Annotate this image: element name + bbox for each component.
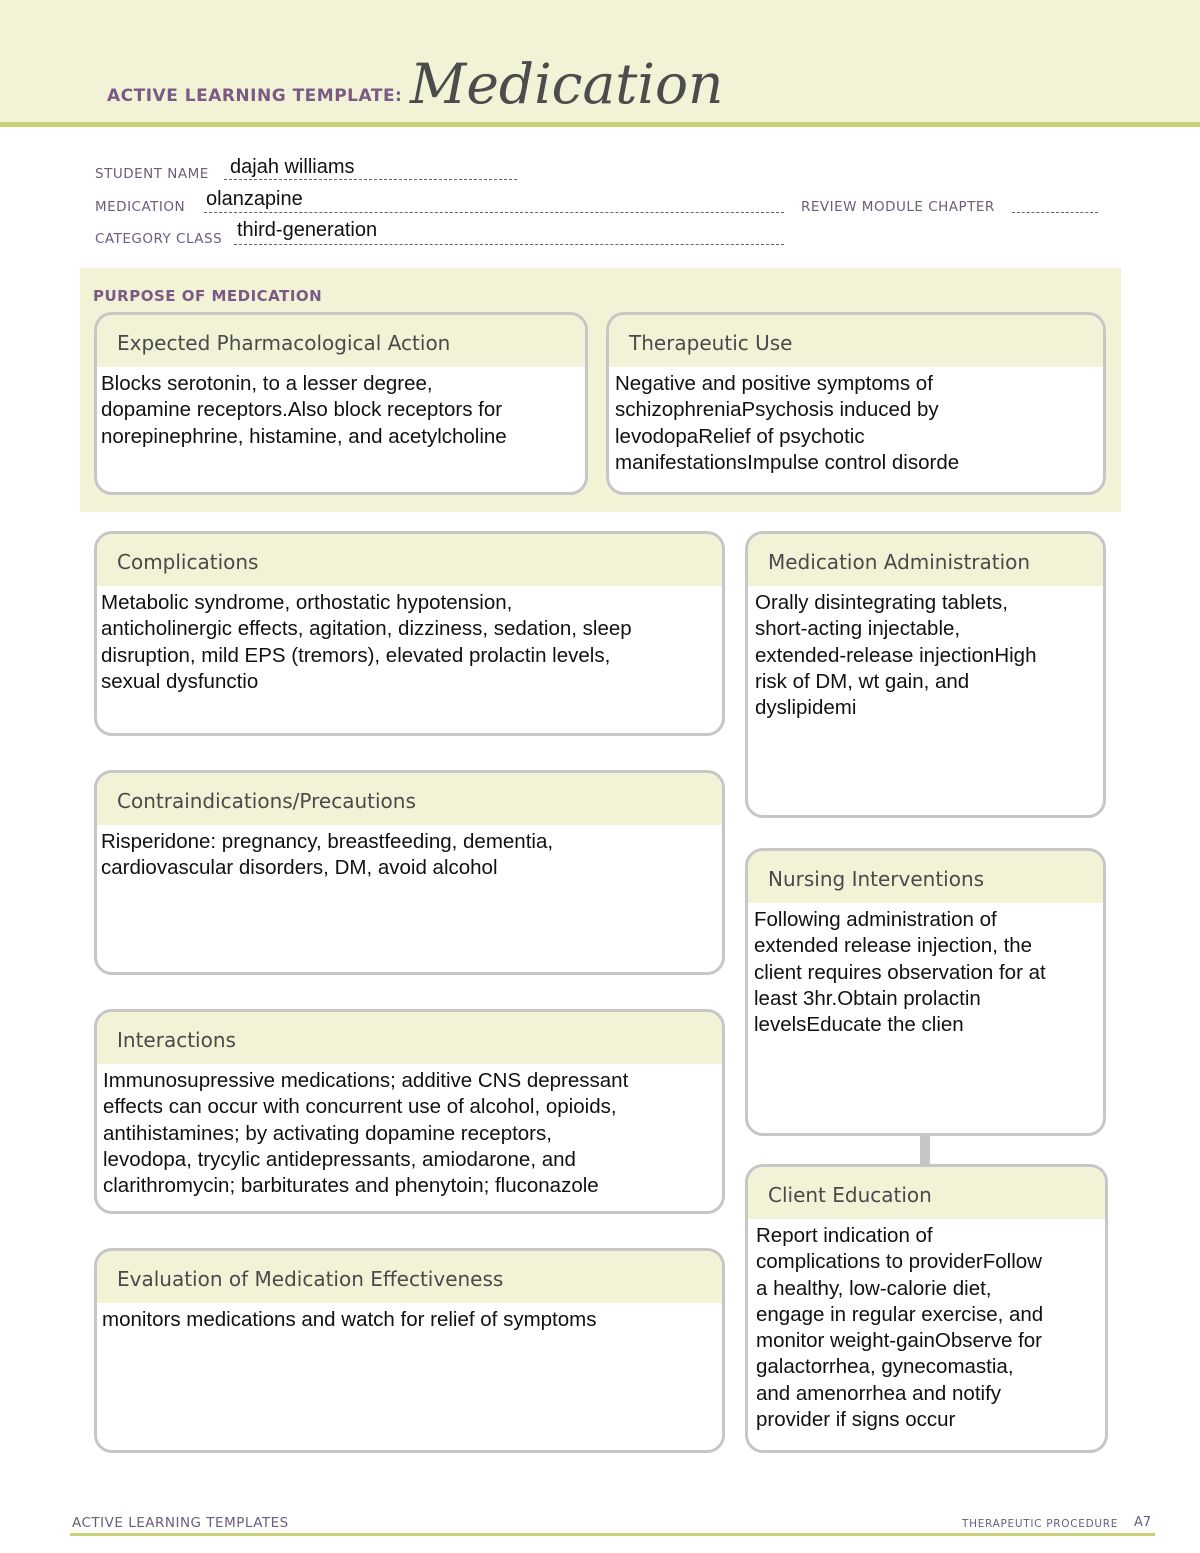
expected-action-text[interactable]: Blocks serotonin, to a lesser degree, dopamine receptors.Also block receptors for norepinephrine, histamine, and acetylcholine [101, 372, 507, 448]
complications-title: Complications [97, 534, 722, 586]
evaluation-title: Evaluation of Medication Effectiveness [97, 1251, 722, 1303]
footer-rule [70, 1533, 1155, 1536]
therapeutic-use-text[interactable]: Negative and positive symptoms of schizophreniaPsychosis induced by levodopaRelief of psychotic manifestationsImpulse control disorde [615, 372, 960, 474]
medication-label: MEDICATION [95, 199, 186, 215]
contraindications-title: Contraindications/Precautions [97, 773, 722, 825]
contraindications-text[interactable]: Risperidone: pregnancy, breastfeeding, dementia, cardiovascular disorders, DM, avoid alcohol [101, 830, 554, 880]
review-module-label: REVIEW MODULE CHAPTER [801, 199, 995, 215]
template-label: ACTIVE LEARNING TEMPLATE: [107, 86, 403, 106]
review-module-field[interactable] [1012, 211, 1098, 213]
medication-line [204, 211, 784, 213]
contraindications-box [94, 770, 725, 975]
category-class-field[interactable]: third-generation [237, 219, 378, 241]
footer-left: ACTIVE LEARNING TEMPLATES [72, 1515, 289, 1531]
student-name-label: STUDENT NAME [95, 166, 209, 182]
nursing-interventions-title: Nursing Interventions [748, 851, 1103, 903]
evaluation-text[interactable]: monitors medications and watch for relief of symptoms [102, 1308, 597, 1331]
footer-page-number: A7 [1134, 1515, 1152, 1530]
complications-text[interactable]: Metabolic syndrome, orthostatic hypotension, anticholinergic effects, agitation, dizziness, sedation, sleep disruption, mild EPS (tremors), elevated prolactin levels, sexual dysfunctio [101, 591, 632, 693]
footer-right: THERAPEUTIC PROCEDURE [962, 1518, 1119, 1530]
category-class-label: CATEGORY CLASS [95, 231, 223, 247]
interactions-text[interactable]: Immunosupressive medications; additive CNS depressant effects can occur with concurrent use of alcohol, opioids, antihistamines; by activating dopamine receptors, levodopa, trycylic antidepressants, amiodarone, and clarithromycin; barbiturates and phenytoin; fluconazole [103, 1069, 629, 1198]
header-rule [0, 122, 1200, 127]
therapeutic-use-title: Therapeutic Use [609, 315, 1103, 367]
interactions-box [94, 1009, 725, 1214]
medication-field[interactable]: olanzapine [206, 188, 303, 210]
client-education-title: Client Education [748, 1167, 1105, 1219]
box-connector [920, 1135, 930, 1165]
medication-administration-title: Medication Administration [748, 534, 1103, 586]
nursing-interventions-box [745, 848, 1106, 1136]
interactions-title: Interactions [97, 1012, 722, 1064]
purpose-label: PURPOSE OF MEDICATION [93, 287, 323, 305]
page-title: Medication [410, 52, 724, 116]
nursing-interventions-text[interactable]: Following administration of extended release injection, the client requires observation for at least 3hr.Obtain prolactin levelsEducate the clien [754, 908, 1046, 1037]
client-education-text[interactable]: Report indication of complications to providerFollow a healthy, low-calorie diet, engage in regular exercise, and monitor weight-gainObserve for galactorrhea, gynecomastia, and amenorrhea and notify provider if signs occur [756, 1224, 1044, 1432]
expected-action-box [94, 312, 588, 495]
medication-administration-text[interactable]: Orally disintegrating tablets, short-acting injectable, extended-release injectionHigh risk of DM, wt gain, and dyslipidemi [755, 591, 1037, 720]
medication-administration-box [745, 531, 1106, 818]
client-education-box [745, 1164, 1108, 1453]
student-name-field[interactable]: dajah williams [230, 156, 355, 178]
evaluation-box [94, 1248, 725, 1453]
therapeutic-use-box [606, 312, 1106, 495]
category-class-line [234, 243, 784, 245]
expected-action-title: Expected Pharmacological Action [97, 315, 585, 367]
complications-box [94, 531, 725, 736]
